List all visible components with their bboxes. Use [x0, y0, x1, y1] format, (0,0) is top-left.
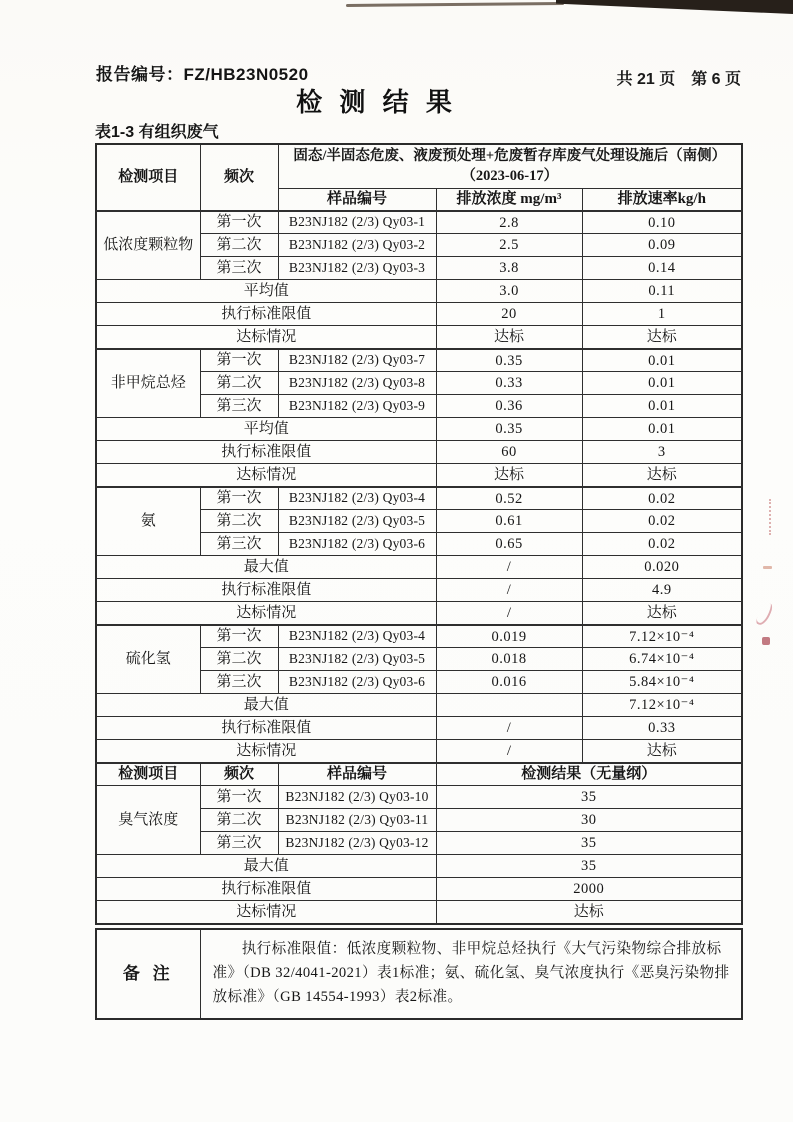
- table-row: [96, 211, 742, 234]
- rate-cell: 0.14: [582, 257, 742, 280]
- remark-table: [95, 928, 743, 1020]
- conc-cell: 2.5: [436, 234, 582, 257]
- summary-row: [96, 418, 742, 441]
- freq-cell: 第一次: [200, 487, 278, 510]
- header-result-cell: 检测结果（无量纲）: [436, 763, 742, 786]
- rate-cell: 0.020: [582, 556, 742, 579]
- freq-cell: 第二次: [200, 648, 278, 671]
- rate-cell: 1: [582, 303, 742, 326]
- location-date: （2023-06-17）: [461, 167, 559, 184]
- stamp-bleed-artifact: [762, 637, 770, 645]
- scan-edge-artifact: [346, 2, 564, 7]
- freq-cell: 第三次: [200, 832, 278, 855]
- results-sheet: [95, 143, 741, 1020]
- sample-cell: B23NJ182 (2/3) Qy03-10: [278, 786, 436, 809]
- stamp-bleed-artifact: [755, 601, 774, 627]
- table-row: [96, 349, 742, 372]
- conc-cell: 0.33: [436, 372, 582, 395]
- item-cell: 臭气浓度: [96, 786, 200, 855]
- summary-label-cell: 最大值: [96, 855, 436, 878]
- header-concentration-cell: 排放浓度 mg/m³: [436, 189, 582, 211]
- sample-cell: B23NJ182 (2/3) Qy03-4: [278, 487, 436, 510]
- sample-cell: B23NJ182 (2/3) Qy03-6: [278, 671, 436, 694]
- summary-row: [96, 878, 742, 901]
- summary-label-cell: 达标情况: [96, 326, 436, 349]
- summary-label-cell: 平均值: [96, 418, 436, 441]
- rate-cell: 0.01: [582, 395, 742, 418]
- result-cell: 35: [436, 855, 742, 878]
- summary-label-cell: 达标情况: [96, 602, 436, 625]
- result-cell: 35: [436, 786, 742, 809]
- header-sample-cell: 样品编号: [278, 189, 436, 211]
- freq-cell: 第一次: [200, 786, 278, 809]
- freq-cell: 第三次: [200, 395, 278, 418]
- summary-row: [96, 441, 742, 464]
- page-indicator: 共 21 页 第 6 页: [616, 71, 741, 88]
- item-cell: 低浓度颗粒物: [96, 211, 200, 280]
- summary-row: [96, 740, 742, 763]
- summary-row: [96, 326, 742, 349]
- rate-cell: 达标: [582, 464, 742, 487]
- sample-cell: B23NJ182 (2/3) Qy03-7: [278, 349, 436, 372]
- rate-cell: 7.12×10⁻⁴: [582, 625, 742, 648]
- summary-row: [96, 579, 742, 602]
- rate-cell: 达标: [582, 740, 742, 763]
- conc-cell: 0.019: [436, 625, 582, 648]
- item-cell: 氨: [96, 487, 200, 556]
- summary-label-cell: 达标情况: [96, 464, 436, 487]
- rate-cell: 0.02: [582, 487, 742, 510]
- table-row: [96, 786, 742, 809]
- result-cell: 达标: [436, 901, 742, 924]
- summary-label-cell: 平均值: [96, 280, 436, 303]
- sample-cell: B23NJ182 (2/3) Qy03-12: [278, 832, 436, 855]
- summary-label-cell: 达标情况: [96, 740, 436, 763]
- document-title: 检 测 结 果: [296, 87, 457, 117]
- freq-cell: 第二次: [200, 234, 278, 257]
- sample-cell: B23NJ182 (2/3) Qy03-1: [278, 211, 436, 234]
- sample-cell: B23NJ182 (2/3) Qy03-6: [278, 533, 436, 556]
- header-sample-cell: 样品编号: [278, 763, 436, 786]
- rate-cell: 6.74×10⁻⁴: [582, 648, 742, 671]
- rate-cell: 0.09: [582, 234, 742, 257]
- conc-cell: 60: [436, 441, 582, 464]
- conc-cell: 0.35: [436, 418, 582, 441]
- summary-label-cell: 执行标准限值: [96, 441, 436, 464]
- freq-cell: 第一次: [200, 625, 278, 648]
- summary-label-cell: 执行标准限值: [96, 878, 436, 901]
- rate-cell: 3: [582, 441, 742, 464]
- rate-cell: 0.11: [582, 280, 742, 303]
- report-number-value: FZ/HB23N0520: [183, 65, 309, 84]
- conc-cell: /: [436, 602, 582, 625]
- header-rate-cell: 排放速率kg/h: [582, 189, 742, 211]
- conc-cell: /: [436, 740, 582, 763]
- summary-row: [96, 280, 742, 303]
- table-row: [96, 487, 742, 510]
- summary-row: [96, 717, 742, 740]
- freq-cell: 第二次: [200, 372, 278, 395]
- freq-cell: 第三次: [200, 257, 278, 280]
- freq-cell: 第三次: [200, 671, 278, 694]
- result-cell: 35: [436, 832, 742, 855]
- header-item-cell: 检测项目: [96, 763, 200, 786]
- rate-cell: 0.10: [582, 211, 742, 234]
- freq-cell: 第二次: [200, 809, 278, 832]
- rate-cell: 0.01: [582, 418, 742, 441]
- freq-cell: 第一次: [200, 349, 278, 372]
- rate-cell: 4.9: [582, 579, 742, 602]
- rate-cell: 0.01: [582, 349, 742, 372]
- summary-row: [96, 556, 742, 579]
- summary-label-cell: 最大值: [96, 694, 436, 717]
- table-header-row: [96, 763, 742, 786]
- summary-row: [96, 694, 742, 717]
- freq-cell: 第三次: [200, 533, 278, 556]
- rate-cell: 5.84×10⁻⁴: [582, 671, 742, 694]
- conc-cell: /: [436, 556, 582, 579]
- rate-cell: 0.02: [582, 533, 742, 556]
- sample-cell: B23NJ182 (2/3) Qy03-9: [278, 395, 436, 418]
- summary-label-cell: 执行标准限值: [96, 717, 436, 740]
- header-location-cell: [278, 144, 742, 189]
- summary-row: [96, 855, 742, 878]
- result-cell: 30: [436, 809, 742, 832]
- remark-text-cell: 执行标准限值：低浓度颗粒物、非甲烷总烃执行《大气污染物综合排放标准》（DB 32/4041-2021）表1标准；氨、硫化氢、臭气浓度执行《恶臭污染物排放标准》（GB 14554-1993）表2标准。: [200, 929, 742, 1019]
- sample-cell: B23NJ182 (2/3) Qy03-4: [278, 625, 436, 648]
- rate-cell: 达标: [582, 326, 742, 349]
- conc-cell: 0.36: [436, 395, 582, 418]
- freq-cell: 第一次: [200, 211, 278, 234]
- table-row: [96, 625, 742, 648]
- conc-cell: 20: [436, 303, 582, 326]
- sample-cell: B23NJ182 (2/3) Qy03-8: [278, 372, 436, 395]
- stamp-bleed-artifact: [763, 499, 771, 535]
- summary-row: [96, 303, 742, 326]
- conc-cell: 达标: [436, 464, 582, 487]
- summary-label-cell: 达标情况: [96, 901, 436, 924]
- conc-cell: 0.52: [436, 487, 582, 510]
- header-item-cell: 检测项目: [96, 144, 200, 211]
- results-table: [95, 143, 743, 925]
- result-cell: 2000: [436, 878, 742, 901]
- sample-cell: B23NJ182 (2/3) Qy03-11: [278, 809, 436, 832]
- table-caption: 表1-3 有组织废气: [95, 124, 219, 141]
- summary-row: [96, 602, 742, 625]
- summary-row: [96, 901, 742, 924]
- sample-cell: B23NJ182 (2/3) Qy03-2: [278, 234, 436, 257]
- summary-label-cell: 执行标准限值: [96, 303, 436, 326]
- sample-cell: B23NJ182 (2/3) Qy03-5: [278, 510, 436, 533]
- table-header-row: [96, 144, 742, 189]
- conc-cell: 0.016: [436, 671, 582, 694]
- rate-cell: 0.01: [582, 372, 742, 395]
- conc-cell: /: [436, 579, 582, 602]
- summary-label-cell: 最大值: [96, 556, 436, 579]
- conc-cell: 3.8: [436, 257, 582, 280]
- item-cell: 硫化氢: [96, 625, 200, 694]
- conc-cell: 0.65: [436, 533, 582, 556]
- location-line: 固态/半固态危废、液废预处理+危废暂存库废气处理设施后（南侧）: [293, 148, 727, 164]
- remark-label-cell: 备 注: [96, 929, 200, 1019]
- freq-cell: 第二次: [200, 510, 278, 533]
- conc-cell: [436, 694, 582, 717]
- conc-cell: 达标: [436, 326, 582, 349]
- conc-cell: 3.0: [436, 280, 582, 303]
- header-frequency-cell: 频次: [200, 144, 278, 211]
- rate-cell: 0.33: [582, 717, 742, 740]
- summary-row: [96, 464, 742, 487]
- rate-cell: 达标: [582, 602, 742, 625]
- rate-cell: 7.12×10⁻⁴: [582, 694, 742, 717]
- conc-cell: 2.8: [436, 211, 582, 234]
- rate-cell: 0.02: [582, 510, 742, 533]
- conc-cell: 0.018: [436, 648, 582, 671]
- remark-row: [96, 929, 742, 1019]
- report-number-label: 报告编号：: [96, 65, 184, 84]
- conc-cell: 0.35: [436, 349, 582, 372]
- stamp-bleed-artifact: [763, 566, 772, 569]
- item-cell: 非甲烷总烃: [96, 349, 200, 418]
- summary-label-cell: 执行标准限值: [96, 579, 436, 602]
- sample-cell: B23NJ182 (2/3) Qy03-3: [278, 257, 436, 280]
- scan-edge-artifact: [556, 0, 793, 14]
- conc-cell: 0.61: [436, 510, 582, 533]
- conc-cell: /: [436, 717, 582, 740]
- header-frequency-cell: 频次: [200, 763, 278, 786]
- sample-cell: B23NJ182 (2/3) Qy03-5: [278, 648, 436, 671]
